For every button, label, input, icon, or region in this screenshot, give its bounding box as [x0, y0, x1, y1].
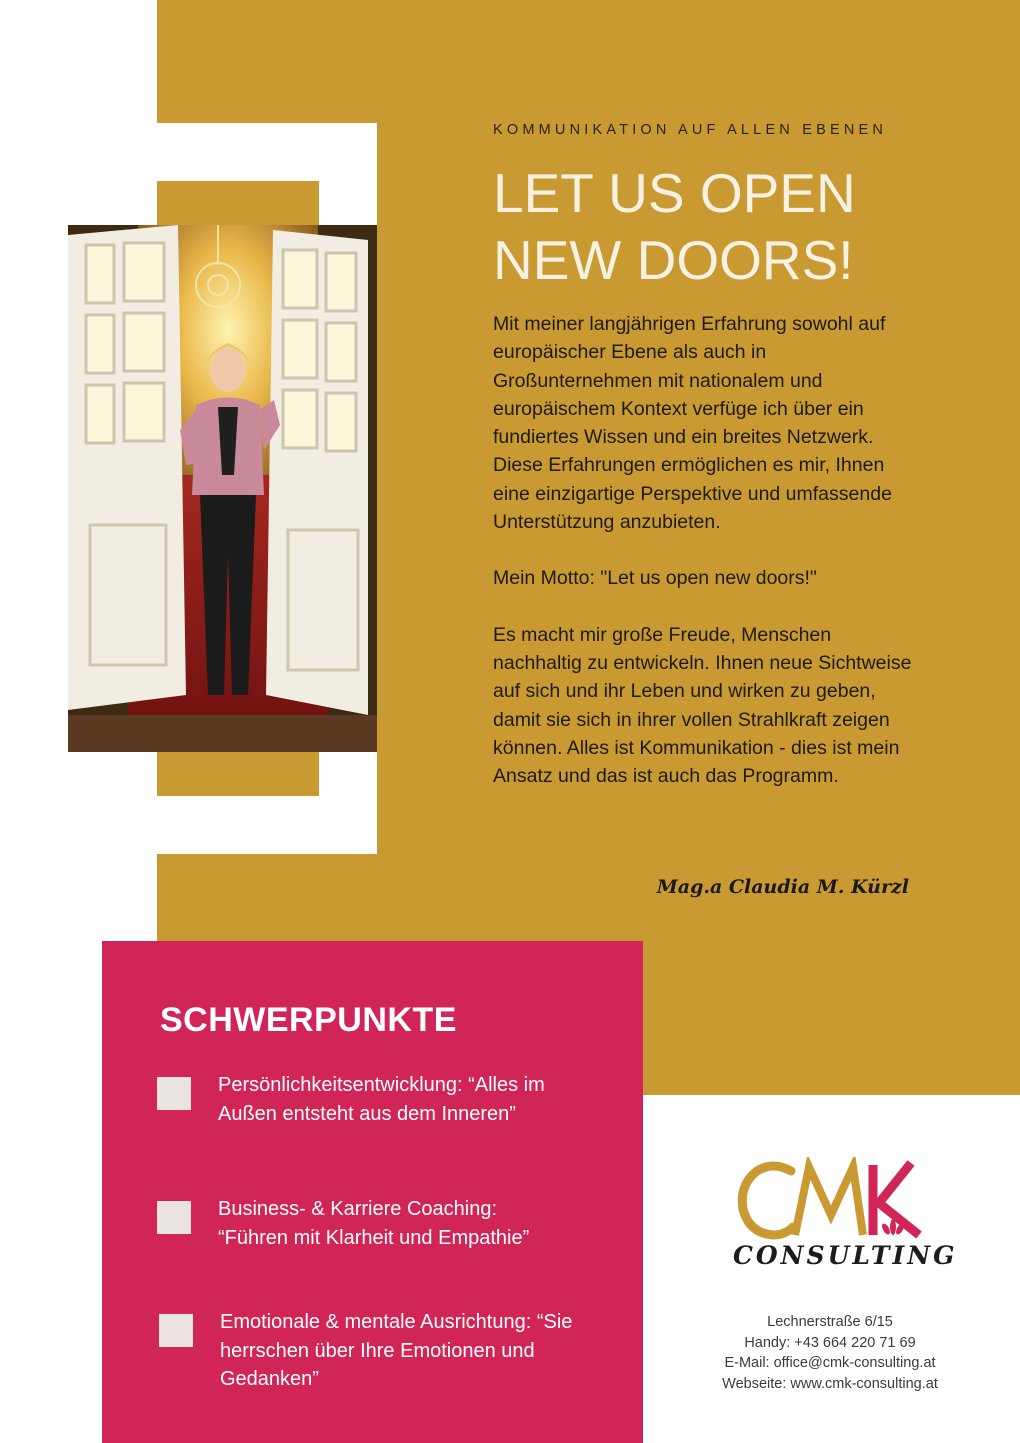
intro-paragraph-3: Es macht mir große Freude, Menschen nachhaltig zu entwickeln. Ihnen neue Sichtweise auf sich und ihr Leben und wirken zu geben, damit sie sich in ihrer vollen Strahlkraft zeigen können. Alles ist Kommunikation - dies ist mein Ansatz und das ist auch das Programm. [493, 623, 912, 788]
headline-line-2: NEW DOORS! [493, 229, 854, 291]
focus-item-label: Emotionale & mentale Ausrichtung: “Sie herrschen über Ihre Emotionen und Gedanken” [220, 1311, 573, 1390]
intro-paragraph-2: Mein Motto: "Let us open new doors!" [493, 567, 817, 590]
contact-website[interactable]: Webseite: www.cmk-consulting.at [722, 1375, 938, 1392]
focus-item-label: Business- & Karriere Coaching: “Führen mit Klarheit und Empathie” [218, 1198, 530, 1249]
intro-paragraph-1: Mit meiner langjährigen Erfahrung sowohl auf europäischer Ebene als auch in Großunternehmen mit nationalem und europäischem Kontext verfüge ich über ein fundiertes Wissen und ein breites Netzwerk. Diese Erfahrungen ermöglichen es mir, Ihnen eine einzigartige Perspektive und umfassende Unterstützung anzubieten. [493, 313, 892, 534]
cmk-logo-icon [733, 1157, 958, 1282]
focus-checkbox[interactable] [157, 1077, 191, 1110]
headline-line-1: LET US OPEN [493, 162, 856, 224]
contact-email[interactable]: E-Mail: office@cmk-consulting.at [724, 1355, 936, 1371]
logo-subtitle: CONSULTING [733, 1241, 958, 1270]
page-headline [493, 160, 993, 294]
contact-phone: Handy: +43 664 220 71 69 [744, 1334, 916, 1351]
intro-text [493, 310, 923, 818]
contact-block [690, 1312, 970, 1394]
portrait-photo [68, 225, 377, 752]
focus-checkbox[interactable] [157, 1201, 191, 1234]
contact-address: Lechnerstraße 6/15 [767, 1314, 893, 1330]
focus-title: SCHWERPUNKTE [160, 1001, 457, 1039]
focus-checkbox[interactable] [159, 1314, 193, 1347]
cmk-logo-mark [733, 1157, 943, 1247]
focus-item-label: Persönlichkeitsentwicklung: “Alles im Außen entsteht aus dem Inneren” [218, 1074, 545, 1125]
focus-panel [102, 941, 643, 1443]
portrait-photo-illustration [68, 225, 377, 752]
page-kicker: KOMMUNIKATION AUF ALLEN EBENEN [493, 122, 888, 138]
signature: Mag.a Claudia M. Kürzl [656, 876, 909, 898]
